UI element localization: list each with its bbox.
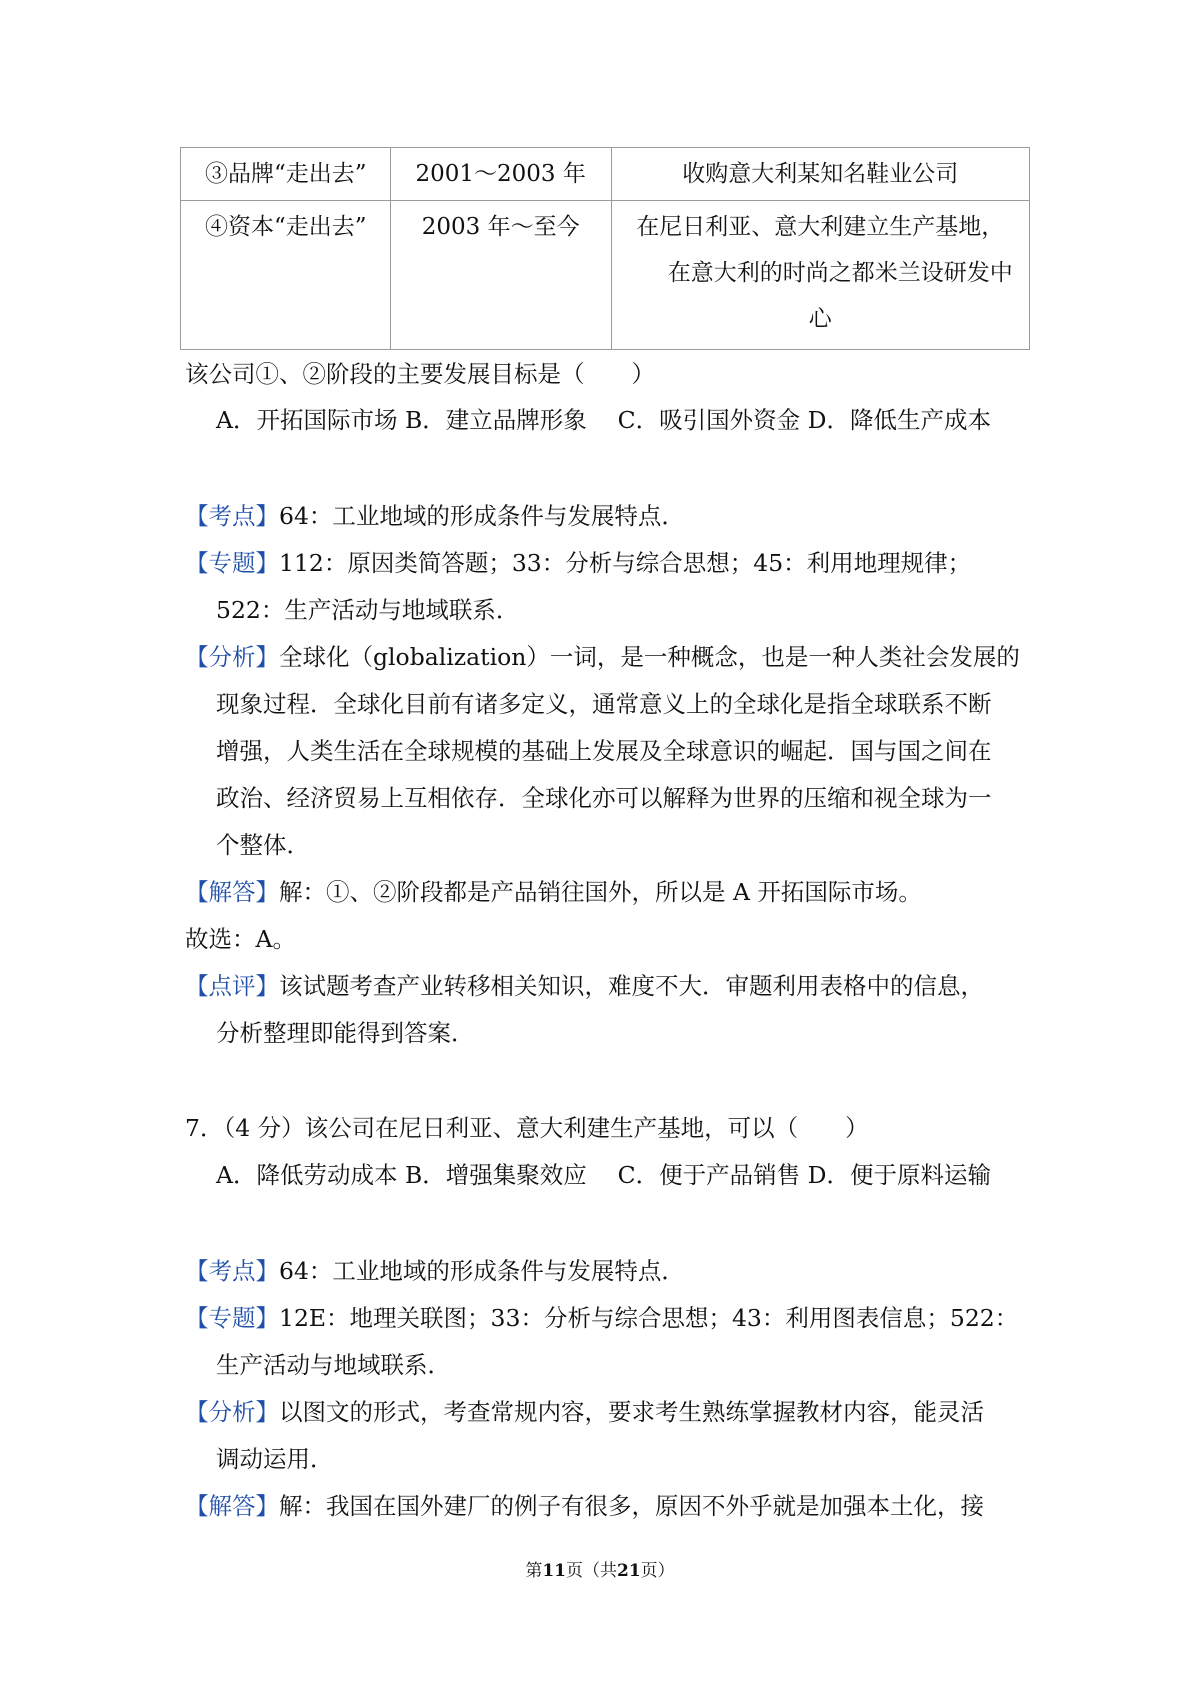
footer-suffix: 页） [640,1561,675,1581]
content-line: 在尼日利亚、意大利建立生产基地， [636,214,1005,240]
content-cell [611,201,1029,350]
total-page-number: 21 [617,1561,641,1581]
dianping-tag: 【点评】 [185,972,279,1000]
period-cell: 2003 年～至今 [390,201,611,350]
q7-options: A．降低劳动成本 B．增强集聚效应 C．便于产品销售 D．便于原料运输 [216,1161,991,1189]
q7-kaodian [185,1255,685,1287]
kaodian-text: 64：工业地域的形成条件与发展特点． [279,502,685,530]
stage-cell: ④资本“走出去” [181,201,391,350]
jieda-text: 解：我国在国外建厂的例子有很多，原因不外乎就是加强本土化，接 [279,1492,984,1520]
zhuanti-text: 112：原因类简答题；33：分析与综合思想；45：利用地理规律； [279,549,972,577]
q6-fenxi-cont: 增强，人类生活在全球规模的基础上发展及全球意识的崛起．国与国之间在 [216,737,992,765]
q6-fenxi-cont: 政治、经济贸易上互相依存．全球化亦可以解释为世界的压缩和视全球为一 [216,784,992,812]
development-stage-table [180,147,1030,350]
q6-jieda [185,876,922,908]
q6-stem: 该公司①、②阶段的主要发展目标是（ ） [185,360,655,388]
q6-fenxi-cont: 现象过程．全球化目前有诸多定义，通常意义上的全球化是指全球联系不断 [216,690,992,718]
zhuanti-tag: 【专题】 [185,549,279,577]
q6-dianping-cont: 分析整理即能得到答案． [216,1019,475,1047]
q6-dianping [185,970,984,1002]
q7-fenxi [185,1396,984,1428]
q6-fenxi [185,641,1020,673]
stage-cell: ③品牌“走出去” [181,148,391,201]
content-cell [611,148,1029,201]
table-row [181,148,1030,201]
zhuanti-text: 12E：地理关联图；33：分析与综合思想；43：利用图表信息；522： [279,1304,1019,1332]
q7-jieda [185,1490,984,1522]
kaodian-tag: 【考点】 [185,502,279,530]
current-page-number: 11 [542,1561,566,1581]
content-line: 心 [808,306,832,332]
q7-zhuanti-cont: 生产活动与地域联系． [216,1351,451,1379]
jieda-tag: 【解答】 [185,878,279,906]
q6-kaodian [185,500,685,532]
q7-stem: 7．（4 分）该公司在尼日利亚、意大利建生产基地，可以（ ） [185,1114,869,1142]
fenxi-tag: 【分析】 [185,1398,279,1426]
q6-zhuanti-cont: 522：生产活动与地域联系． [216,596,520,624]
q6-options: A．开拓国际市场 B．建立品牌形象 C．吸引国外资金 D．降低生产成本 [216,406,991,434]
q6-answer: 故选：A。 [185,925,296,953]
kaodian-text: 64：工业地域的形成条件与发展特点． [279,1257,685,1285]
page-footer [0,1560,1200,1582]
q6-fenxi-cont: 个整体． [216,831,310,859]
jieda-tag: 【解答】 [185,1492,279,1520]
q6-zhuanti [185,547,971,579]
q7-zhuanti [185,1302,1018,1334]
footer-prefix: 第 [525,1561,543,1581]
footer-middle: 页（共 [566,1561,617,1581]
period-cell: 2001～2003 年 [390,148,611,201]
content-line: 收购意大利某知名鞋业公司 [682,161,959,187]
fenxi-text: 以图文的形式，考查常规内容，要求考生熟练掌握教材内容，能灵活 [279,1398,984,1426]
dianping-text: 该试题考查产业转移相关知识，难度不大．审题利用表格中的信息， [279,972,984,1000]
zhuanti-tag: 【专题】 [185,1304,279,1332]
kaodian-tag: 【考点】 [185,1257,279,1285]
table-row [181,201,1030,350]
fenxi-text: 全球化（globalization）一词，是一种概念，也是一种人类社会发展的 [279,643,1020,671]
q7-fenxi-cont: 调动运用． [216,1445,334,1473]
jieda-text: 解：①、②阶段都是产品销往国外，所以是 A 开拓国际市场。 [279,878,922,906]
content-line: 在意大利的时尚之都米兰设研发中 [667,260,1013,286]
fenxi-tag: 【分析】 [185,643,279,671]
